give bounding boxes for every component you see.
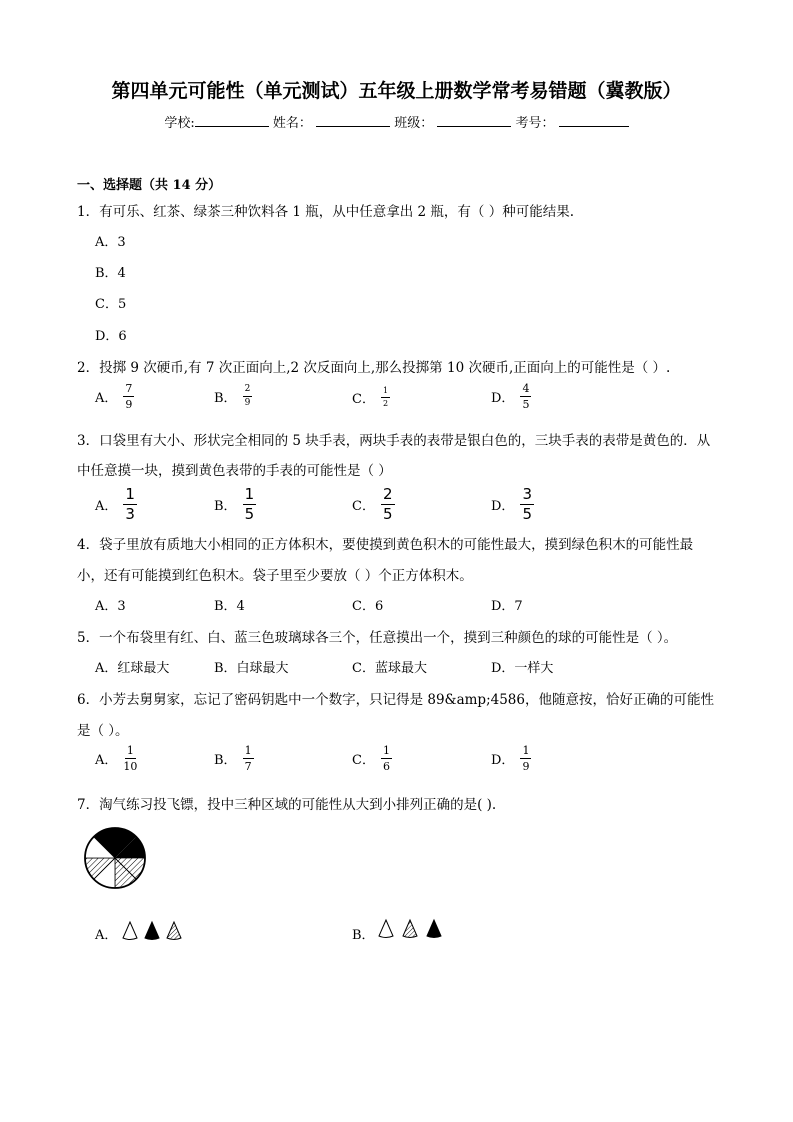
question-2-option-a	[95, 383, 134, 410]
denominator: 5	[382, 505, 393, 523]
option-a-cones	[121, 920, 185, 942]
numerator: 2	[243, 385, 253, 397]
question-5-option-c: C．蓝球最大	[352, 661, 427, 676]
class-blank	[437, 112, 511, 127]
denominator: 3	[125, 505, 135, 523]
denominator: 7	[244, 760, 252, 773]
question-3-option-d	[491, 487, 534, 522]
question-1-option-d: D．6	[95, 329, 127, 344]
question-7-option-a: A．	[95, 928, 118, 943]
question-4-line-2: 小，还有可能摸到红色积木。袋子里至少要放（ ）个正方体积木。	[77, 568, 473, 584]
denominator: 6	[382, 760, 390, 773]
denominator: 9	[125, 398, 133, 411]
numerator: 1	[126, 744, 134, 757]
question-6-option-b	[214, 745, 254, 772]
page-title: 第四单元可能性（单元测试）五年级上册数学常考易错题（冀教版）	[111, 80, 682, 102]
numerator: 4	[522, 382, 530, 395]
option-label: D．	[491, 391, 515, 406]
denominator: 9	[244, 398, 251, 408]
option-label: C．	[352, 392, 375, 407]
denominator: 2	[382, 399, 389, 408]
option-label: A．	[95, 753, 118, 768]
question-4-option-b: B．4	[214, 599, 245, 614]
question-2-option-b	[214, 385, 252, 408]
numerator: 2	[382, 485, 393, 503]
question-3-line-2: 中任意摸一块，摸到黄色表带的手表的可能性是（ ）	[77, 463, 392, 479]
fraction	[123, 487, 137, 522]
question-5-option-b: B．白球最大	[214, 661, 289, 676]
white-cone-icon	[123, 922, 137, 940]
school-blank	[195, 112, 269, 127]
question-7-text: 7．淘气练习投飞镖，投中三种区域的可能性从大到小排列正确的是( ).	[77, 797, 497, 813]
question-3-option-a	[95, 487, 137, 522]
numerator: 3	[522, 485, 532, 503]
numerator: 1	[244, 485, 255, 503]
option-label: C．	[352, 753, 375, 768]
name-label: 姓名：	[272, 116, 312, 131]
option-label: A．	[95, 499, 118, 514]
white-cone-icon	[379, 920, 393, 938]
denominator: 5	[522, 398, 530, 411]
question-2-option-c	[352, 387, 390, 408]
question-6-line-1: 6．小芳去舅舅家，忘记了密码钥匙中一个数字，只记得是 89&amp;4586，他随意按，恰好正确的可能性	[77, 692, 714, 708]
name-blank	[316, 112, 390, 127]
hatched-cone-icon	[403, 920, 417, 938]
question-4-option-d: D．7	[491, 599, 523, 614]
exam-no-blank	[559, 112, 629, 127]
black-cone-icon	[427, 920, 441, 938]
fraction	[520, 487, 534, 522]
exam-no-label: 考号：	[515, 116, 555, 131]
question-5-text: 5．一个布袋里有红、白、蓝三色玻璃球各三个，任意摸出一个，摸到三种颜色的球的可能性是（ ）。	[77, 630, 678, 646]
question-2-option-d	[491, 383, 531, 410]
black-cone-icon	[145, 922, 159, 940]
school-label: 学校:	[164, 116, 195, 131]
class-label: 班级：	[394, 116, 434, 131]
option-label: A．	[95, 391, 118, 406]
question-4-option-c: C．6	[352, 599, 384, 614]
question-1-option-a: A．3	[95, 235, 126, 250]
denominator: 10	[123, 760, 138, 773]
hatched-cone-icon	[167, 922, 181, 940]
option-label: B．	[214, 391, 237, 406]
option-label: B．	[214, 499, 237, 514]
dartboard-figure	[78, 826, 152, 890]
option-label: D．	[491, 753, 515, 768]
fraction	[381, 487, 395, 522]
question-4-option-a: A．3	[95, 599, 126, 614]
question-7-option-b: B．	[352, 928, 375, 943]
option-b-cones	[376, 918, 446, 940]
numerator: 1	[382, 744, 390, 757]
option-label: C．	[352, 499, 375, 514]
fraction	[243, 385, 253, 408]
question-5-option-d: D．一样大	[491, 661, 554, 676]
fraction	[381, 745, 392, 772]
question-5-option-a: A．红球最大	[95, 661, 170, 676]
question-4-line-1: 4．袋子里放有质地大小相同的正方体积木，要使摸到黄色积木的可能性最大，摸到绿色积木的可能性最	[77, 537, 694, 553]
question-3-option-c	[352, 487, 395, 522]
fraction	[520, 745, 531, 772]
option-label: D．	[491, 499, 515, 514]
fraction	[243, 745, 254, 772]
question-6-option-d	[491, 745, 531, 772]
denominator: 9	[522, 760, 530, 773]
student-info-line	[0, 112, 793, 131]
numerator: 1	[522, 744, 530, 757]
numerator: 7	[125, 382, 133, 395]
numerator: 1	[244, 744, 252, 757]
question-6-option-a	[95, 745, 137, 772]
question-1-option-c: C．5	[95, 297, 127, 312]
fraction	[123, 383, 134, 410]
question-3-option-b	[214, 487, 256, 522]
question-2-text: 2．投掷 9 次硬币,有 7 次正面向上,2 次反面向上,那么投掷第 10 次硬币,正面向上的可能性是（ ）.	[77, 360, 671, 376]
denominator: 5	[244, 505, 255, 523]
section-heading: 一、选择题（共 14 分）	[77, 178, 222, 193]
question-3-line-1: 3．口袋里有大小、形状完全相同的 5 块手表，两块手表的表带是银白色的，三块手表的表带是黄色的．从	[77, 433, 711, 449]
question-6-line-2: 是（ ）。	[77, 723, 129, 739]
denominator: 5	[522, 505, 532, 523]
option-label: B．	[214, 753, 237, 768]
fraction	[381, 387, 390, 408]
fraction	[243, 487, 257, 522]
numerator: 1	[125, 485, 135, 503]
numerator: 1	[381, 387, 390, 398]
fraction	[520, 383, 531, 410]
question-1-option-b: B．4	[95, 266, 126, 281]
fraction	[123, 745, 137, 772]
question-6-option-c	[352, 745, 392, 772]
question-1-text: 1．有可乐、红茶、绿茶三种饮料各 1 瓶，从中任意拿出 2 瓶，有（ ）种可能结果.	[77, 204, 575, 220]
